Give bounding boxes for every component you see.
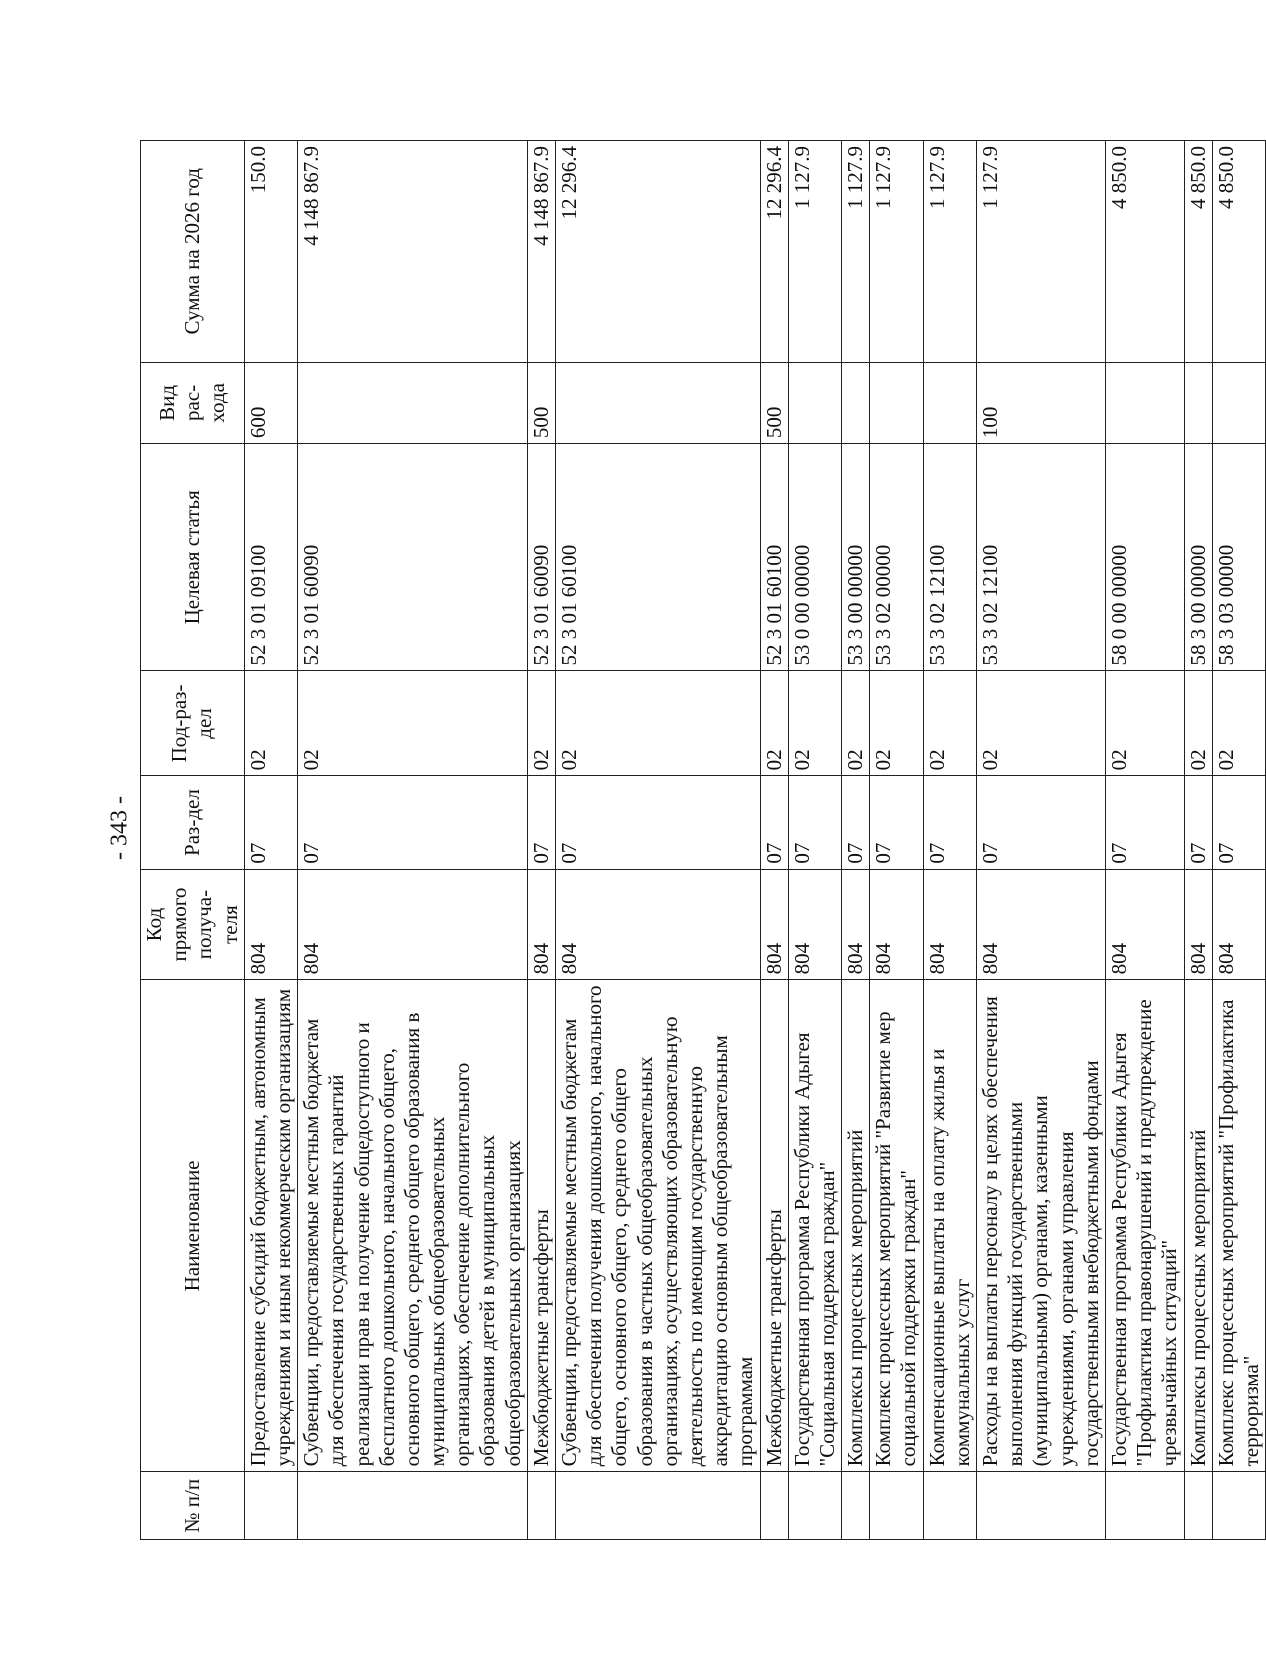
header-section: Раз-дел <box>141 776 245 869</box>
cell-subsection: 02 <box>870 671 923 776</box>
cell-subsection: 02 <box>760 671 788 776</box>
cell-sum: 150.0 <box>244 141 297 363</box>
table-row <box>1184 141 1212 1540</box>
cell-sum: 1 127.9 <box>977 141 1106 363</box>
cell-target: 58 3 00 00000 <box>1184 444 1212 671</box>
table-row <box>556 141 761 1540</box>
cell-subsection: 02 <box>1212 671 1265 776</box>
cell-expense-type <box>1212 362 1265 444</box>
cell-recipient: 804 <box>244 869 297 980</box>
cell-name: Предоставление субсидий бюджетным, автономным учреждениям и иным некоммерческим организациям <box>244 980 297 1472</box>
table-body <box>244 141 1265 1540</box>
cell-target: 53 0 00 00000 <box>788 444 841 671</box>
cell-subsection: 02 <box>527 671 555 776</box>
cell-target: 52 3 01 60100 <box>760 444 788 671</box>
cell-num <box>760 1472 788 1540</box>
cell-recipient: 804 <box>760 869 788 980</box>
budget-table <box>140 140 1266 1540</box>
table-row <box>1105 141 1184 1540</box>
cell-section: 07 <box>527 776 555 869</box>
cell-subsection: 02 <box>556 671 761 776</box>
cell-expense-type <box>298 362 528 444</box>
cell-num <box>870 1472 923 1540</box>
cell-recipient: 804 <box>1105 869 1184 980</box>
cell-expense-type <box>1105 362 1184 444</box>
table-row <box>923 141 976 1540</box>
table-row <box>788 141 841 1540</box>
cell-section: 07 <box>760 776 788 869</box>
cell-target: 52 3 01 60090 <box>527 444 555 671</box>
cell-section: 07 <box>1212 776 1265 869</box>
table-row <box>870 141 923 1540</box>
cell-section: 07 <box>870 776 923 869</box>
cell-name: Комплекс процессных мероприятий "Развитие мер социальной поддержки граждан" <box>870 980 923 1472</box>
cell-expense-type: 100 <box>977 362 1106 444</box>
cell-section: 07 <box>923 776 976 869</box>
cell-num <box>527 1472 555 1540</box>
cell-sum: 4 850.0 <box>1105 141 1184 363</box>
cell-section: 07 <box>977 776 1106 869</box>
cell-expense-type: 500 <box>760 362 788 444</box>
cell-recipient: 804 <box>842 869 870 980</box>
page-number: - 343 - <box>106 796 133 860</box>
cell-sum: 1 127.9 <box>923 141 976 363</box>
cell-num <box>788 1472 841 1540</box>
cell-name: Комплексы процессных мероприятий <box>1184 980 1212 1472</box>
table-row <box>842 141 870 1540</box>
cell-num <box>923 1472 976 1540</box>
cell-recipient: 804 <box>923 869 976 980</box>
cell-sum: 4 850.0 <box>1212 141 1265 363</box>
cell-num <box>556 1472 761 1540</box>
cell-section: 07 <box>842 776 870 869</box>
cell-name: Межбюджетные трансферты <box>760 980 788 1472</box>
cell-target: 53 3 02 00000 <box>870 444 923 671</box>
cell-sum: 1 127.9 <box>842 141 870 363</box>
table-row <box>244 141 297 1540</box>
cell-recipient: 804 <box>556 869 761 980</box>
table-row <box>298 141 528 1540</box>
cell-sum: 1 127.9 <box>870 141 923 363</box>
cell-subsection: 02 <box>1105 671 1184 776</box>
cell-num <box>842 1472 870 1540</box>
cell-expense-type: 500 <box>527 362 555 444</box>
table-row <box>760 141 788 1540</box>
cell-num <box>1184 1472 1212 1540</box>
cell-expense-type <box>923 362 976 444</box>
cell-target: 53 3 00 00000 <box>842 444 870 671</box>
cell-target: 52 3 01 60090 <box>298 444 528 671</box>
cell-name: Комплекс процессных мероприятий "Профилактика терроризма" <box>1212 980 1265 1472</box>
cell-section: 07 <box>788 776 841 869</box>
header-target: Целевая статья <box>141 444 245 671</box>
table-row <box>977 141 1106 1540</box>
cell-name: Субвенции, предоставляемые местным бюджетам для обеспечения государственных гарантий реализации прав на получение общедоступного и бесплатного дошкольного, начального общего, основного общего, среднего общего образования в муниципальных общеобразовательных организациях, обеспечение дополнительного образования детей в муниципальных общеобразовательных организациях <box>298 980 528 1472</box>
cell-target: 52 3 01 09100 <box>244 444 297 671</box>
cell-sum: 12 296.4 <box>760 141 788 363</box>
cell-name: Межбюджетные трансферты <box>527 980 555 1472</box>
cell-target: 53 3 02 12100 <box>977 444 1106 671</box>
cell-section: 07 <box>244 776 297 869</box>
cell-target: 53 3 02 12100 <box>923 444 976 671</box>
cell-recipient: 804 <box>527 869 555 980</box>
cell-subsection: 02 <box>298 671 528 776</box>
cell-name: Комплексы процессных мероприятий <box>842 980 870 1472</box>
header-subsection: Под-раз-дел <box>141 671 245 776</box>
table-header-row <box>141 141 245 1540</box>
cell-subsection: 02 <box>788 671 841 776</box>
header-num: № п/п <box>141 1472 245 1540</box>
cell-sum: 1 127.9 <box>788 141 841 363</box>
cell-name: Компенсационные выплаты на оплату жилья и коммунальных услуг <box>923 980 976 1472</box>
cell-expense-type <box>870 362 923 444</box>
cell-num <box>1212 1472 1265 1540</box>
header-recipient: Код прямого получа-теля <box>141 869 245 980</box>
cell-num <box>244 1472 297 1540</box>
cell-num <box>1105 1472 1184 1540</box>
cell-name: Государственная программа Республики Адыгея "Социальная поддержка граждан" <box>788 980 841 1472</box>
cell-num <box>298 1472 528 1540</box>
cell-section: 07 <box>1184 776 1212 869</box>
table-row <box>1212 141 1265 1540</box>
table-row <box>527 141 555 1540</box>
cell-name: Расходы на выплаты персоналу в целях обеспечения выполнения функций государственными (муниципальными) органами, казенными учреждениями, органами управления государственными внебюджетными фондами <box>977 980 1106 1472</box>
cell-recipient: 804 <box>1212 869 1265 980</box>
cell-subsection: 02 <box>1184 671 1212 776</box>
cell-name: Субвенции, предоставляемые местным бюджетам для обеспечения получения дошкольного, начального общего, основного общего, среднего общего образования в частных общеобразовательных организациях, осуществляющих образовательную деятельность по имеющим государственную аккредитацию основным общеобразовательным программам <box>556 980 761 1472</box>
cell-target: 52 3 01 60100 <box>556 444 761 671</box>
cell-num <box>977 1472 1106 1540</box>
cell-recipient: 804 <box>298 869 528 980</box>
cell-subsection: 02 <box>977 671 1106 776</box>
cell-subsection: 02 <box>923 671 976 776</box>
header-name: Наименование <box>141 980 245 1472</box>
cell-recipient: 804 <box>870 869 923 980</box>
cell-subsection: 02 <box>842 671 870 776</box>
header-expense-type: Вид рас-хода <box>141 362 245 444</box>
cell-expense-type <box>788 362 841 444</box>
cell-section: 07 <box>1105 776 1184 869</box>
cell-subsection: 02 <box>244 671 297 776</box>
cell-recipient: 804 <box>977 869 1106 980</box>
cell-recipient: 804 <box>1184 869 1212 980</box>
cell-sum: 4 148 867.9 <box>527 141 555 363</box>
cell-target: 58 0 00 00000 <box>1105 444 1184 671</box>
cell-sum: 4 850.0 <box>1184 141 1212 363</box>
header-sum: Сумма на 2026 год <box>141 141 245 363</box>
cell-expense-type <box>1184 362 1212 444</box>
cell-expense-type: 600 <box>244 362 297 444</box>
cell-expense-type <box>842 362 870 444</box>
cell-sum: 12 296.4 <box>556 141 761 363</box>
cell-recipient: 804 <box>788 869 841 980</box>
cell-section: 07 <box>298 776 528 869</box>
cell-name: Государственная программа Республики Адыгея "Профилактика правонарушений и предупреждение чрезвычайных ситуаций" <box>1105 980 1184 1472</box>
cell-sum: 4 148 867.9 <box>298 141 528 363</box>
cell-section: 07 <box>556 776 761 869</box>
cell-expense-type <box>556 362 761 444</box>
cell-target: 58 3 03 00000 <box>1212 444 1265 671</box>
rotated-sheet <box>140 140 1263 1540</box>
